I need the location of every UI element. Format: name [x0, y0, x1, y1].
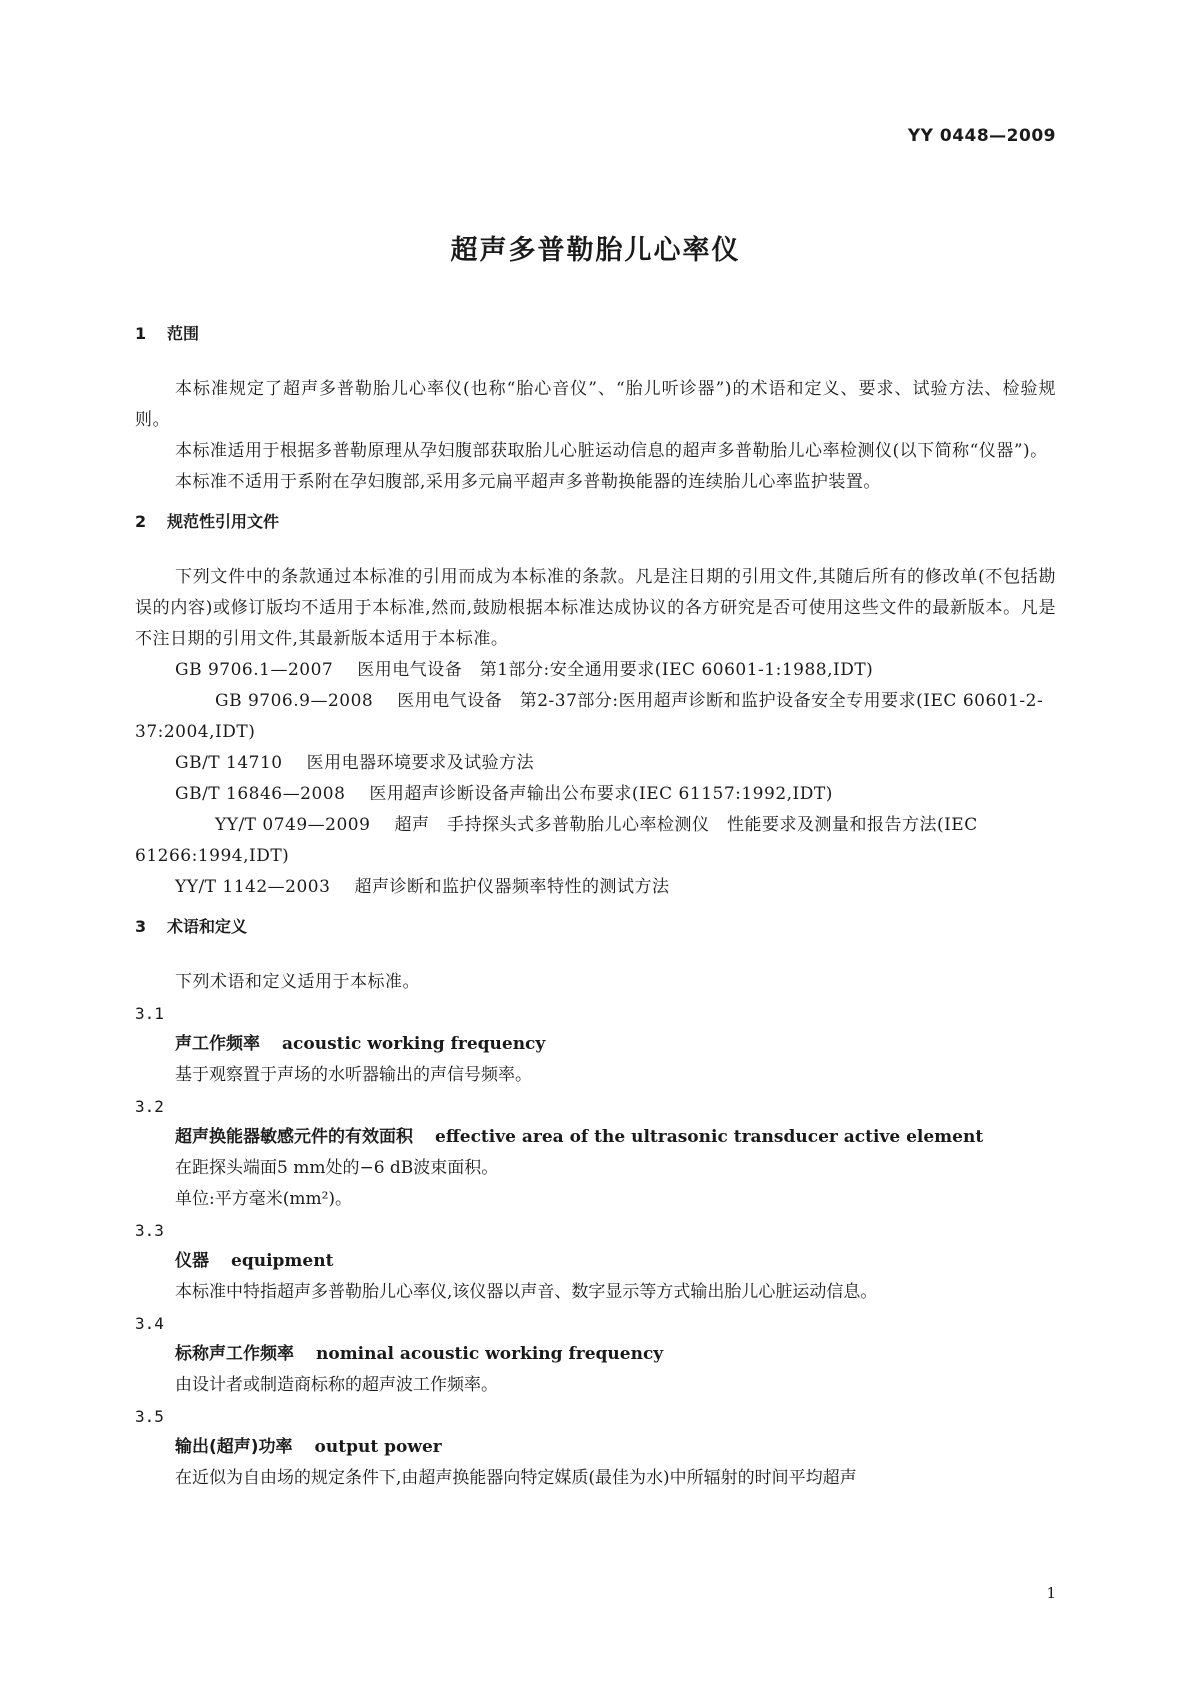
term-zh: 声工作频率 [175, 1034, 260, 1054]
section-title: 术语和定义 [167, 917, 248, 936]
term-heading [135, 1432, 1056, 1463]
scope-paragraph-3: 本标准不适用于系附在孕妇腹部,采用多元扁平超声多普勒换能器的连续胎儿心率监护装置。 [175, 472, 881, 492]
reference-code: GB 9706.1—2007 [175, 660, 334, 680]
section-heading-scope [135, 322, 1056, 346]
references-intro: 下列文件中的条款通过本标准的引用而成为本标准的条款。凡是注日期的引用文件,其随后所有的修改单(不包括勘误的内容)或修订版均不适用于本标准,然而,鼓励根据本标准达成协议的各方研究是否可使用这些文件的最新版本。凡是不注日期的引用文件,其最新版本适用于本标准。 [135, 567, 1056, 649]
term-heading [135, 1029, 1056, 1060]
reference-code: YY/T 0749—2009 [215, 815, 371, 835]
term-en: output power [314, 1437, 442, 1457]
term-zh: 输出(超声)功率 [175, 1437, 293, 1457]
term-zh: 超声换能器敏感元件的有效面积 [175, 1127, 413, 1147]
reference-title: 医用电气设备 第2-37部分:医用超声诊断和监护设备安全专用要求(IEC 60601-2-37:2004,IDT) [135, 691, 1044, 742]
reference-code: GB/T 16846—2008 [175, 784, 346, 804]
reference-item [135, 748, 1056, 779]
term-en: acoustic working frequency [282, 1034, 546, 1054]
term-number: 3.3 [135, 1221, 164, 1240]
term-number: 3.2 [135, 1097, 164, 1116]
term-number: 3.1 [135, 1004, 164, 1023]
scope-paragraph-1: 本标准规定了超声多普勒胎儿心率仪(也称“胎心音仪”、“胎儿听诊器”)的术语和定义、要求、试验方法、检验规则。 [135, 379, 1056, 430]
section-heading-normative-references [135, 510, 1056, 534]
reference-code: YY/T 1142—2003 [175, 877, 331, 897]
term-heading [135, 1122, 1056, 1153]
reference-title: 医用电器环境要求及试验方法 [306, 753, 535, 773]
term-definition: 基于观察置于声场的水听器输出的声信号频率。 [175, 1065, 532, 1085]
term-definition: 由设计者或制造商标称的超声波工作频率。 [175, 1375, 498, 1395]
reference-code: GB 9706.9—2008 [215, 691, 374, 711]
standard-code: YY 0448—2009 [907, 126, 1056, 146]
section-title: 范围 [167, 324, 200, 343]
term-en: nominal acoustic working frequency [316, 1344, 664, 1364]
reference-title: 超声 手持探头式多普勒胎儿心率检测仪 性能要求及测量和报告方法(IEC 61266:1994,IDT) [135, 815, 978, 866]
term-heading [135, 1339, 1056, 1370]
reference-item [135, 779, 1056, 810]
reference-item [135, 686, 1056, 748]
section-number: 3 [135, 917, 147, 936]
reference-title: 医用超声诊断设备声输出公布要求(IEC 61157:1992,IDT) [369, 784, 833, 804]
term-zh: 仪器 [175, 1251, 209, 1271]
reference-code: GB/T 14710 [175, 753, 283, 773]
term-zh: 标称声工作频率 [175, 1344, 294, 1364]
term-en: effective area of the ultrasonic transducer active element [435, 1127, 984, 1147]
terms-intro: 下列术语和定义适用于本标准。 [175, 972, 420, 992]
section-number: 1 [135, 324, 147, 343]
term-definition: 在近似为自由场的规定条件下,由超声换能器向特定媒质(最佳为水)中所辐射的时间平均超声 [175, 1468, 857, 1488]
scope-paragraph-2: 本标准适用于根据多普勒原理从孕妇腹部获取胎儿心脏运动信息的超声多普勒胎儿心率检测仪(以下简称“仪器”)。 [175, 441, 1048, 461]
document-body [135, 322, 1056, 1494]
term-heading [135, 1246, 1056, 1277]
section-heading-terms-and-definitions [135, 915, 1056, 939]
term-en: equipment [231, 1251, 334, 1271]
reference-title: 医用电气设备 第1部分:安全通用要求(IEC 60601-1:1988,IDT) [357, 660, 874, 680]
reference-item [135, 655, 1056, 686]
term-definition: 在距探头端面5 mm处的−6 dB波束面积。 [175, 1158, 499, 1178]
term-unit: 单位:平方毫米(mm²)。 [175, 1189, 353, 1209]
reference-item [135, 872, 1056, 903]
section-number: 2 [135, 512, 147, 531]
term-number: 3.4 [135, 1314, 164, 1333]
term-number: 3.5 [135, 1407, 164, 1426]
reference-title: 超声诊断和监护仪器频率特性的测试方法 [354, 877, 670, 897]
term-definition: 本标准中特指超声多普勒胎儿心率仪,该仪器以声音、数字显示等方式输出胎儿心脏运动信息。 [175, 1282, 878, 1302]
document-title: 超声多普勒胎儿心率仪 [450, 235, 741, 266]
reference-item [135, 810, 1056, 872]
page-number: 1 [1046, 1584, 1056, 1602]
section-title: 规范性引用文件 [167, 512, 280, 531]
